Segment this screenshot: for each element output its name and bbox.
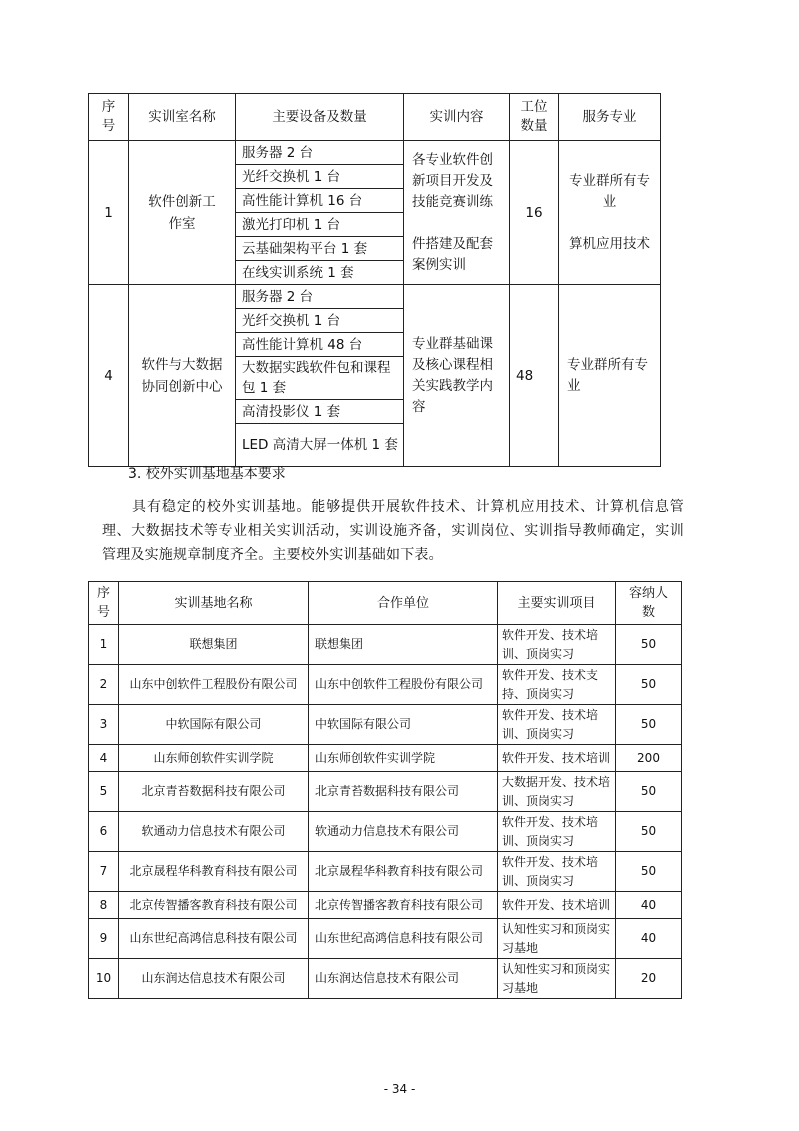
training-room-table xyxy=(88,93,661,467)
header-projects: 主要实训项目 xyxy=(498,582,616,625)
page-number: - 34 - xyxy=(383,1082,416,1096)
table-row xyxy=(89,919,682,959)
row-serial: 5 xyxy=(89,772,119,812)
base-name: 北京晟程华科教育科技有限公司 xyxy=(119,852,309,892)
row-serial: 4 xyxy=(89,745,119,772)
partner-unit: 北京晟程华科教育科技有限公司 xyxy=(309,852,498,892)
equipment-item: 光纤交换机 1 台 xyxy=(236,309,404,333)
training-projects: 软件开发、技术培训、顶岗实习 xyxy=(498,705,616,745)
partner-unit: 山东师创软件实训学院 xyxy=(309,745,498,772)
capacity: 40 xyxy=(616,919,682,959)
row-serial: 9 xyxy=(89,919,119,959)
training-projects: 软件开发、技术培训 xyxy=(498,745,616,772)
row-serial: 1 xyxy=(89,141,129,285)
equipment-item: 光纤交换机 1 台 xyxy=(236,165,404,189)
table-row xyxy=(89,665,682,705)
table-row xyxy=(89,959,682,999)
training-base-table xyxy=(88,581,682,999)
row-serial: 10 xyxy=(89,959,119,999)
room-name: 软件与大数据协同创新中心 xyxy=(129,285,236,467)
partner-unit: 山东润达信息技术有限公司 xyxy=(309,959,498,999)
row-serial: 4 xyxy=(89,285,129,467)
capacity: 200 xyxy=(616,745,682,772)
header-capacity: 容纳人数 xyxy=(616,582,682,625)
training-projects: 认知性实习和顶岗实习基地 xyxy=(498,959,616,999)
base-name: 中软国际有限公司 xyxy=(119,705,309,745)
equipment-item: 服务器 2 台 xyxy=(236,285,404,309)
row-serial: 1 xyxy=(89,625,119,665)
training-projects: 软件开发、技术培训、顶岗实习 xyxy=(498,812,616,852)
base-name: 北京传智播客教育科技有限公司 xyxy=(119,892,309,919)
capacity: 50 xyxy=(616,665,682,705)
equipment-item: 云基础架构平台 1 套 xyxy=(236,237,404,261)
station-count: 48 xyxy=(510,285,559,467)
base-name: 软通动力信息技术有限公司 xyxy=(119,812,309,852)
partner-unit: 北京青苔数据科技有限公司 xyxy=(309,772,498,812)
training-projects: 软件开发、技术培训、顶岗实习 xyxy=(498,852,616,892)
room-name: 软件创新工作室 xyxy=(129,141,236,285)
header-base-name: 实训基地名称 xyxy=(119,582,309,625)
partner-unit: 山东中创软件工程股份有限公司 xyxy=(309,665,498,705)
row-serial: 7 xyxy=(89,852,119,892)
training-projects: 认知性实习和顶岗实习基地 xyxy=(498,919,616,959)
partner-unit: 中软国际有限公司 xyxy=(309,705,498,745)
equipment-item: 高性能计算机 16 台 xyxy=(236,189,404,213)
capacity: 50 xyxy=(616,772,682,812)
equipment-item: 在线实训系统 1 套 xyxy=(236,261,404,285)
row-serial: 8 xyxy=(89,892,119,919)
base-name: 山东中创软件工程股份有限公司 xyxy=(119,665,309,705)
table-header-row xyxy=(89,94,661,141)
training-content: 专业群基础课及核心课程相关实践教学内容 xyxy=(404,285,510,467)
base-name: 山东世纪高鸿信息科技有限公司 xyxy=(119,919,309,959)
section-heading: 3. 校外实训基地基本要求 xyxy=(128,466,286,482)
body-paragraph xyxy=(102,495,684,567)
base-name: 山东润达信息技术有限公司 xyxy=(119,959,309,999)
table-row xyxy=(89,772,682,812)
partner-unit: 联想集团 xyxy=(309,625,498,665)
equipment-item: LED 高清大屏一体机 1 套 xyxy=(236,424,404,467)
header-major: 服务专业 xyxy=(559,94,661,141)
station-count: 16 xyxy=(510,141,559,285)
header-serial: 序号 xyxy=(89,94,129,141)
training-projects: 大数据开发、技术培训、顶岗实习 xyxy=(498,772,616,812)
header-equipment: 主要设备及数量 xyxy=(236,94,404,141)
capacity: 50 xyxy=(616,705,682,745)
table-row xyxy=(89,745,682,772)
row-serial: 3 xyxy=(89,705,119,745)
equipment-item: 高性能计算机 48 台 xyxy=(236,333,404,357)
table-row xyxy=(89,852,682,892)
capacity: 50 xyxy=(616,812,682,852)
capacity: 20 xyxy=(616,959,682,999)
header-serial: 序号 xyxy=(89,582,119,625)
table-row xyxy=(89,812,682,852)
row-serial: 6 xyxy=(89,812,119,852)
header-content: 实训内容 xyxy=(404,94,510,141)
partner-unit: 山东世纪高鸿信息科技有限公司 xyxy=(309,919,498,959)
equipment-item: 服务器 2 台 xyxy=(236,141,404,165)
table-row xyxy=(89,705,682,745)
base-name: 联想集团 xyxy=(119,625,309,665)
training-projects: 软件开发、技术培训 xyxy=(498,892,616,919)
header-stations: 工位数量 xyxy=(510,94,559,141)
service-major: 专业群所有专业 算机应用技术 xyxy=(559,141,661,285)
service-major: 专业群所有专业 xyxy=(559,285,661,467)
training-projects: 软件开发、技术培训、顶岗实习 xyxy=(498,625,616,665)
base-name: 北京青苔数据科技有限公司 xyxy=(119,772,309,812)
table-header-row xyxy=(89,582,682,625)
table-row xyxy=(89,625,682,665)
header-room-name: 实训室名称 xyxy=(129,94,236,141)
partner-unit: 北京传智播客教育科技有限公司 xyxy=(309,892,498,919)
capacity: 40 xyxy=(616,892,682,919)
equipment-item: 大数据实践软件包和课程包 1 套 xyxy=(236,357,404,400)
training-content: 各专业软件创新项目开发及技能竞赛训练 件搭建及配套案例实训 xyxy=(404,141,510,285)
capacity: 50 xyxy=(616,625,682,665)
table-row xyxy=(89,141,661,165)
training-projects: 软件开发、技术支持、顶岗实习 xyxy=(498,665,616,705)
base-name: 山东师创软件实训学院 xyxy=(119,745,309,772)
paragraph-text: 具有稳定的校外实训基地。能够提供开展软件技术、计算机应用技术、计算机信息管理、大数据技术等专业相关实训活动，实训设施齐备，实训岗位、实训指导教师确定，实训管理及实施规章制度齐全。主要校外实训基础如下表。 xyxy=(102,499,684,563)
row-serial: 2 xyxy=(89,665,119,705)
header-partner: 合作单位 xyxy=(309,582,498,625)
capacity: 50 xyxy=(616,852,682,892)
table-row xyxy=(89,285,661,309)
equipment-item: 高清投影仪 1 套 xyxy=(236,400,404,424)
partner-unit: 软通动力信息技术有限公司 xyxy=(309,812,498,852)
equipment-item: 激光打印机 1 台 xyxy=(236,213,404,237)
table-row xyxy=(89,892,682,919)
